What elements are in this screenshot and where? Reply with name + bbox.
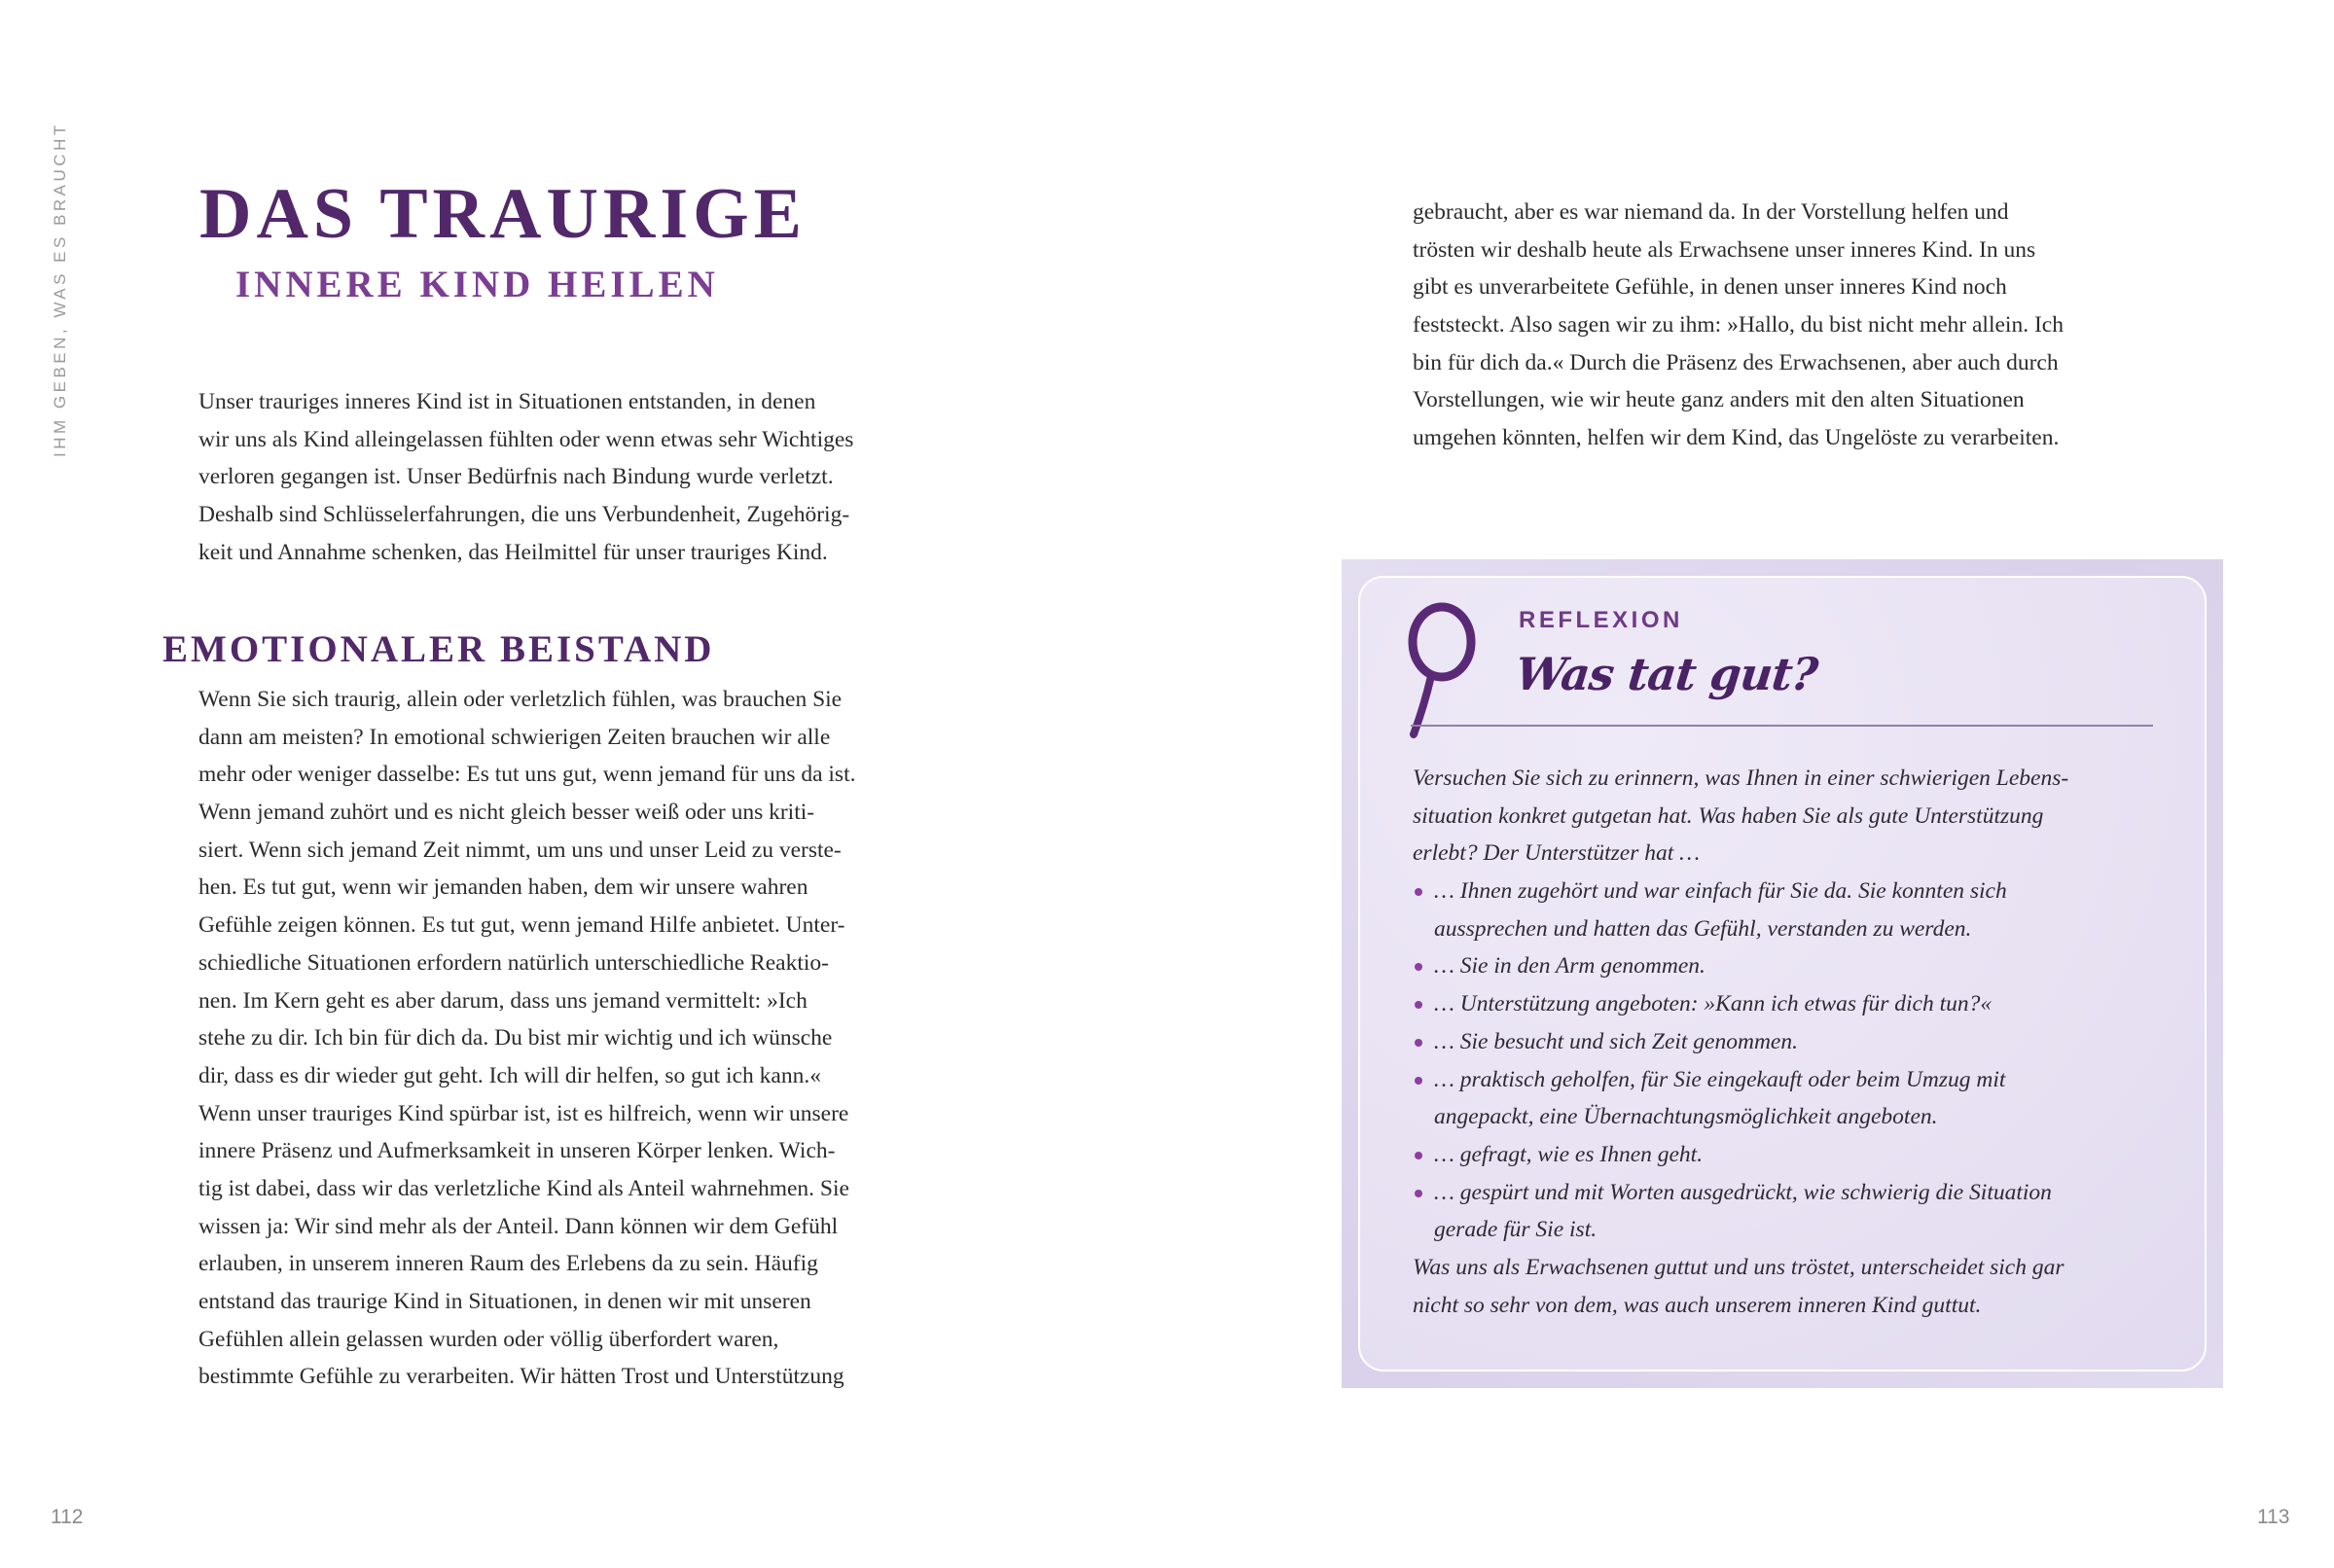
body-line: trösten wir deshalb heute als Erwachsene unser inneres Kind. In uns [1413, 236, 2036, 263]
bullet-dot-icon [1415, 1152, 1422, 1159]
hand-mirror-icon [1398, 598, 1486, 739]
body-line: schiedliche Situationen erfordern natürlich unterschiedliche Reaktio- [198, 949, 829, 976]
reflexion-outro-line: Was uns als Erwachsenen guttut und uns tröstet, unterscheidet sich gar [1413, 1254, 2065, 1280]
reflexion-divider [1411, 725, 2153, 727]
right-column-body [1413, 194, 2064, 457]
section-heading: EMOTIONALER BEISTAND [162, 628, 715, 670]
reflexion-label: REFLEXION [1519, 607, 1683, 633]
bullet-dot-icon [1415, 963, 1422, 971]
body-line: mehr oder weniger dasselbe: Es tut uns gut, wenn jemand für uns da ist. [198, 762, 856, 788]
reflexion-bullet-item [1413, 1061, 2068, 1136]
reflexion-bullet-line: aussprechen und hatten das Gefühl, verstanden zu werden. [1434, 915, 1972, 942]
reflexion-bullet-line: … gespürt und mit Worten ausgedrückt, wie schwierig die Situation [1434, 1179, 2052, 1205]
body-line: dir, dass es dir wieder gut geht. Ich will dir helfen, so gut ich kann.« [198, 1062, 821, 1088]
reflexion-bullet-line: … praktisch geholfen, für Sie eingekauft oder beim Umzug mit [1434, 1066, 2006, 1092]
reflexion-bullet-line: … Ihnen zugehört und war einfach für Sie da. Sie konnten sich [1434, 878, 2007, 905]
reflexion-bullet-line: … Sie in den Arm genommen. [1434, 953, 1706, 980]
reflexion-bullet-line: … Sie besucht und sich Zeit genommen. [1434, 1028, 1798, 1054]
page-number-left: 112 [51, 1506, 84, 1528]
body-line: innere Präsenz und Aufmerksamkeit in unseren Körper lenken. Wich- [198, 1138, 836, 1164]
reflexion-bullet-item [1413, 1136, 2068, 1174]
reflexion-body [1413, 760, 2068, 1324]
body-line: hen. Es tut gut, wenn wir jemanden haben, dem wir unsere wahren [198, 874, 808, 901]
body-line: bin für dich da.« Durch die Präsenz des Erwachsenen, aber auch durch [1413, 349, 2059, 375]
intro-paragraph [198, 383, 853, 571]
reflexion-outro-line: nicht so sehr von dem, was auch unserem inneren Kind guttut. [1413, 1292, 1982, 1318]
intro-line: keit und Annahme schenken, das Heilmittel für unser trauriges Kind. [198, 539, 828, 565]
body-line: Gefühlen allein gelassen wurden oder völlig überfordert waren, [198, 1326, 779, 1352]
page-number-right: 113 [2257, 1506, 2290, 1528]
section-body [198, 681, 855, 1396]
reflexion-bullet-line: … Unterstützung angeboten: »Kann ich etwas für dich tun?« [1434, 991, 1993, 1017]
reflexion-bullet-line: angepackt, eine Übernachtungsmöglichkeit angeboten. [1434, 1104, 1938, 1130]
chapter-subtitle: INNERE KIND HEILEN [235, 264, 719, 305]
reflexion-title: Was tat gut? [1513, 648, 1820, 700]
reflexion-intro-line: situation konkret gutgetan hat. Was haben Sie als gute Unterstützung [1413, 802, 2044, 829]
bullet-dot-icon [1415, 1190, 1422, 1197]
bullet-dot-icon [1415, 1039, 1422, 1047]
body-line: Vorstellungen, wie wir heute ganz anders mit den alten Situationen [1413, 387, 2025, 413]
body-line: stehe zu dir. Ich bin für dich da. Du bist mir wichtig und ich wünsche [198, 1025, 833, 1051]
bullet-dot-icon [1415, 1001, 1422, 1009]
intro-line: wir uns als Kind alleingelassen fühlten oder wenn etwas sehr Wichtiges [198, 426, 854, 452]
body-line: erlauben, in unserem inneren Raum des Erlebens da zu sein. Häufig [198, 1251, 818, 1277]
chapter-title: DAS TRAURIGE [199, 174, 808, 254]
body-line: Gefühle zeigen können. Es tut gut, wenn jemand Hilfe anbietet. Unter- [198, 912, 845, 939]
body-line: dann am meisten? In emotional schwierigen Zeiten brauchen wir alle [198, 724, 831, 750]
reflexion-bullet-item [1413, 1023, 2068, 1061]
intro-line: Deshalb sind Schlüsselerfahrungen, die uns Verbundenheit, Zugehörig- [198, 502, 850, 528]
bullet-dot-icon [1415, 1077, 1422, 1085]
body-line: bestimmte Gefühle zu verarbeiten. Wir hätten Trost und Unterstützung [198, 1364, 844, 1390]
body-line: gibt es unverarbeitete Gefühle, in denen unser inneres Kind noch [1413, 274, 2007, 301]
bullet-dot-icon [1415, 888, 1422, 896]
body-line: umgehen könnten, helfen wir dem Kind, das Ungelöste zu verarbeiten. [1413, 425, 2060, 451]
body-line: Wenn unser trauriges Kind spürbar ist, ist es hilfreich, wenn wir unsere [198, 1100, 849, 1126]
reflexion-bullet-item [1413, 873, 2068, 947]
intro-line: Unser trauriges inneres Kind ist in Situationen entstanden, in denen [198, 389, 816, 414]
reflexion-bullet-item [1413, 947, 2068, 985]
body-line: Wenn jemand zuhört und es nicht gleich besser weiß oder uns kriti- [198, 800, 815, 826]
body-line: Wenn Sie sich traurig, allein oder verletzlich fühlen, was brauchen Sie [198, 687, 843, 712]
body-line: nen. Im Kern geht es aber darum, dass uns jemand vermittelt: »Ich [198, 987, 808, 1014]
reflexion-bullet-item [1413, 985, 2068, 1023]
body-line: entstand das traurige Kind in Situationen, in denen wir mit unseren [198, 1289, 811, 1314]
body-line: wissen ja: Wir sind mehr als der Anteil. Dann können wir dem Gefühl [198, 1213, 839, 1239]
intro-line: verloren gegangen ist. Unser Bedürfnis nach Bindung wurde verletzt. [198, 464, 834, 490]
body-line: siert. Wenn sich jemand Zeit nimmt, um uns und unser Leid zu verste- [198, 837, 842, 863]
reflexion-bullet-item [1413, 1174, 2068, 1249]
body-line: gebraucht, aber es war niemand da. In der Vorstellung helfen und [1413, 199, 2009, 225]
reflexion-intro-line: erlebt? Der Unterstützer hat … [1413, 840, 1701, 867]
reflexion-bullet-line: gerade für Sie ist. [1434, 1217, 1598, 1243]
reflexion-bullet-line: … gefragt, wie es Ihnen geht. [1434, 1141, 1704, 1167]
body-line: feststeckt. Also sagen wir zu ihm: »Hallo, du bist nicht mehr allein. Ich [1413, 312, 2064, 339]
body-line: tig ist dabei, dass wir das verletzliche Kind als Anteil wahrnehmen. Sie [198, 1175, 849, 1201]
reflexion-intro-line: Versuchen Sie sich zu erinnern, was Ihnen in einer schwierigen Lebens- [1413, 766, 2069, 791]
running-head: IHM GEBEN, WAS ES BRAUCHT [51, 122, 69, 457]
